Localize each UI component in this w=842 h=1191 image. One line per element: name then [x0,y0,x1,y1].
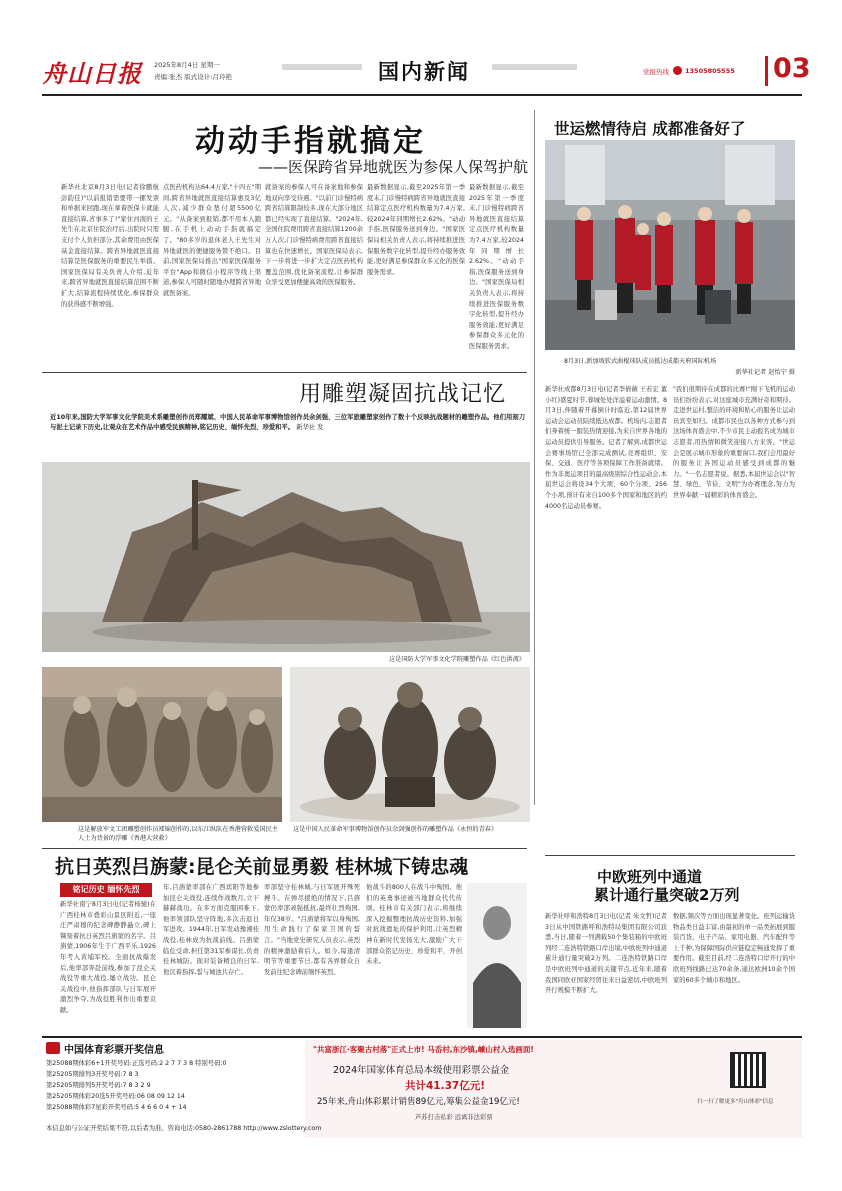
sculpture-photo-3 [290,667,530,822]
article1-col1-text: 新华社北京8月3日电(记者徐鹏航 彭韵佳)"以前报销需要带一摞发票和单据来回跑,现在拿着医保卡就能直接结算,省事多了!"家住河南的王先生在北京住院治疗后,出院时只需支付个人负担部分,其余费用由医保基金直接结算。跨省异地就医直接结算是医保服务的重要民生举措。国家医保局有关负责人介绍,近年来,跨省异地就医直接结算范围不断扩大,结算流程持续优化,参保群众的获得感不断增强。 [61,184,159,308]
worldgames-caption: 8月3日,新加坡软式曲棍球队成员抵达成都天府国际机场 [564,358,717,365]
article3-tag-text: 铭记历史 缅怀先烈 [72,885,140,894]
page-number: 03 [773,53,811,84]
article4-col2-text: 数据,频次等方面出现显著变化。班列运输货物品类日益丰富,由最初的单一品类拓展到服装百货、电子产品、家用电器、汽车配件等上千种,为保障国际供应链稳定畅通发挥了重要作用。截至目前,经二连浩特口岸开行的中欧班列线路已达70余条,通达欧洲10余个国家的60多个城市和地区。 [673,913,795,984]
worldgames-photo [545,140,795,350]
sculpture-photo-2-svg [42,667,282,822]
article2-top-rule [42,372,527,373]
article3-portrait [467,883,527,1028]
article3-col3 [264,883,360,1028]
article4-headline-1: 中欧班列中通道 [597,868,703,886]
section-bar-right [492,64,577,70]
article3-col4-text: 他战斗的800人在战斗中殉国。他们的英勇事迹被当地群众代代传颂。桂林市有关部门表示,将继续深入挖掘整理抗战历史资料,加强对抗战遗址的保护利用,让英烈精神在新时代发扬光大,激励广大干部群众铭记历史、珍爱和平、开创未来。 [366,884,462,966]
sculpture-photo-3-svg [290,667,530,822]
bottom-rule [42,1036,802,1038]
article1-col3-text: 就备案的参保人可在备案地和参保地双向享受待遇。"以前门诊慢特病跨省结算限制较多,现在大部分地区都已经实现了直接结算。"2024年,全国住院费用跨省直接结算1200余万人次,门诊慢特病费用跨省直接结算也在快速增长。国家医保局表示,下一步将进一步扩大定点医药机构覆盖范围,优化备案流程,让参保群众享受更加便捷高效的医保服务。 [265,184,363,287]
article2-lead-credit: 新华社 发 [296,424,324,431]
lottery-line-2: 第25205期排列3开奖号码:7 8 3 [46,1071,139,1078]
article1-col4-text: 最新数据显示,截至2025年第一季度末,门诊慢特病跨省异地就医直接结算定点医疗机构数量为7.4万家,较2024年同期增长2.62%。"动动手指,医保服务送到身边。"国家医保局相关负责人表示,将持续推进医保服务数字化转型,提升经办服务效能,更好满足参保群众多元化的医保服务需求。 [367,184,465,276]
article1-col2 [163,183,261,365]
ad-line-1: 2024年国家体育总局本级使用彩票公益金 [333,1065,510,1076]
article3-tag [60,883,152,897]
lottery-title: 中国体育彩票开奖信息 [64,1045,164,1056]
article3-top-rule [42,848,527,849]
article3-col3-text: 率部坚守桂林城,与日军展开殊死搏斗。在弹尽援绝的情况下,吕旃蒙仍率部顽强抵抗,最终壮烈殉国,年仅38岁。"吕旃蒙将军以身殉国,用生命践行了保家卫国的誓言。"当地党史研究人员表示,英烈的精神激励着后人。如今,每逢清明节等重要节日,都有各界群众自发前往纪念碑前缅怀英烈。 [264,884,360,976]
lottery-line-5: 第25088期体彩7星彩开奖号码:5 4 6 6 0 4 + 14 [46,1104,187,1111]
article1-col5-text: 最新数据显示,截至2025年第一季度末,门诊慢特病跨省异地就医直接结算定点医疗机构数量为7.4万家,较2024年同期增长2.62%。"动动手指,医保服务送到身边。"国家医保局相关负责人表示,将持续推进医保服务数字化转型,提升经办服务效能,更好满足参保群众多元化的医保服务需求。 [469,184,524,350]
article2-lead [50,413,525,463]
article4-col2 [673,912,795,1030]
lottery-line-3: 第25205期排列5开奖号码:7 8 3 2 9 [46,1082,151,1089]
hotline-number: 13505805555 [685,67,735,75]
worldgames-credit: 新华社记者 赵怡宁 摄 [735,369,795,376]
article3-col2 [163,883,259,1028]
article3-headline: 抗日英烈吕旃蒙:昆仑关前显勇毅 桂林城下铸忠魂 [55,856,469,878]
worldgames-col2 [673,385,795,803]
sculpture-photo-1-svg [42,462,530,652]
page-number-divider [765,56,768,86]
worldgames-col1-text: 新华社成都8月3日电(记者李倩薇 王若宏 董小红)盛夏时节,蓉城处处洋溢着运动激情。8月3日,伴随着开幕倒计时临近,第12届世界运动会运动员陆续抵达成都。机场内,志愿者们身着统一服装热情迎接,为来自世界各地的运动员提供引导服务。记者了解到,成都世运会赛事场馆已全部完成测试,竞赛组织、安保、交通、医疗等各项保障工作准备就绪。作为非奥运项目的最高级别综合性运动会,本届世运会将设34个大项、60个分项、256个小项,预计有来自100多个国家和地区的约4000名运动员参赛。 [545,386,667,510]
section-title: 国内新闻 [378,60,470,84]
worldgames-headline: 世运燃情待启 成都准备好了 [554,120,746,138]
worldgames-photo-svg [545,140,795,350]
ad-slogan: "共富浙江·客聚古村落"正式上市! 马岙村,东沙镇,嵊山村入选画面! [313,1045,534,1054]
article3-col1 [60,900,156,1028]
article1-col2-text: 点医药机构达64.4万家,"十四五"期间,跨省异地就医直接结算惠及3亿人次,减少群众垫付超5500亿元。"从备案到报销,都不用本人跑腿,在手机上动动手指就搞定了。"80多岁的退休老人王先生对异地就医的便捷服务赞不绝口。目前,国家医保局推出"国家医保服务平台"App和微信小程序等线上渠道,参保人可随时随地办理跨省异地就医备案。 [163,184,261,297]
article4-top-rule [545,855,795,856]
sculpture-photo-3-caption: 这是中国人民革命军事博物馆创作员余剑强创作的雕塑作品《永恒的青春》 [293,826,498,833]
masthead-logo: 舟山日报 [42,59,142,88]
article3-portrait-svg [467,883,527,1028]
lottery-ad [305,1040,802,1138]
article1-col3 [265,183,363,365]
sculpture-photo-1-caption: 这是国防大学军事文化学院雕塑作品《红色洪流》 [388,656,525,663]
qr-code-icon [730,1052,766,1088]
hotline-label: 党报热线 [643,68,669,76]
lottery-logo-icon [46,1042,60,1054]
article2-lead-text: 近10年来,国防大学军事文化学院美术系雕塑创作员郑耀斌、中国人民革命军事博物馆创作员余剑强、三位军旅雕塑家创作了数十个反映抗战题材的雕塑作品。他们用刻刀与泥土记录下历史,让观众在艺术作品中感受民族精神,铭记历史、缅怀先烈、珍爱和平。 [50,414,525,431]
article2-headline: 用雕塑凝固抗战记忆 [299,382,507,407]
ad-line-2: 共计41.37亿元! [405,1080,486,1092]
article1-subheadline: ——医保跨省异地就医为参保人保驾护航 [258,158,529,176]
worldgames-col2-text: "我们很期待在成都的比赛!"刚下飞机的运动员们纷纷表示,对这座城市充满好奇和期待。走进世运村,整洁的环境和贴心的服务让运动员宾至如归。成都市民也以各种方式参与到这场体育盛会中,不少市民主动报名成为城市志愿者,用热情和微笑迎接八方来客。"世运会是展示城市形象的重要窗口,我们会用最好的服务让各国运动员感受到成都的魅力。"一名志愿者说。据悉,本届世运会以"智慧、绿色、节俭、文明"为办赛理念,努力为世界奉献一届精彩的体育盛会。 [673,386,795,499]
worldgames-col1 [545,385,667,803]
masthead-date: 2025年8月4日 星期一 [154,61,220,69]
article3-col2-text: 年,吕旃蒙率部在广西宾阳等地参加昆仑关战役,连续作战数月,立下赫赫战功。在多方面克服困难下,他率领部队坚守阵地,多次击退日军进攻。1944年,日军发动豫湘桂战役,桂林成为抗战前线。吕旃蒙临危受命,担任第31军参谋长,负责桂林城防。面对装备精良的日军,他沉着指挥,誓与城池共存亡。 [163,884,259,976]
lottery-line-1: 第25088期体彩6+1开奖号码:正选号码:2 2 7 7 3 8 特别号码:0 [46,1060,227,1067]
sculpture-photo-1 [42,462,530,652]
lottery-footer: 本信息如与公证开奖结果不符,以后者为准。咨询电话:0580-2861788 http://www.zslottery.com [46,1125,322,1132]
column-divider [534,110,535,805]
article1-col5 [469,183,524,365]
article4-headline-2: 累计通行量突破2万列 [594,886,740,904]
masthead-rule [42,94,802,96]
sculpture-photo-2 [42,667,282,822]
article3-col4 [366,883,462,1028]
article1-col1 [61,183,159,365]
article3-col1-text: 新华社南宁8月3日电(记者杨驰)在广西桂林市叠彩山景区附近,一座庄严肃穆的纪念碑静静矗立,碑上镌刻着抗日英烈吕旃蒙的名字。吕旃蒙,1906年生于广西平乐,1926年考入黄埔军校。全面抗战爆发后,他率部奔赴前线,参加了昆仑关战役等重大战役,屡立战功。昆仑关战役中,他指挥部队与日军展开激烈争夺,为战役胜利作出重要贡献。 [60,901,156,1014]
article1-col4 [367,183,465,365]
phone-icon [673,66,682,75]
article1-headline: 动动手指就搞定 [195,124,426,159]
article4-col1 [545,912,667,1030]
article4-col1-text: 新华社呼和浩特8月3日电(记者 朱文哲)记者3日从中国铁路呼和浩特局集团有限公司获悉,当日,随着一列满载50个集装箱的中欧班列经二连浩特铁路口岸出境,中欧班列中通道累计通行量突破2万列。二连浩特铁路口岸是中欧班列中通道的关键节点,近年来,随着我国同欧亚国家经贸往来日益密切,中欧班列开行规模不断扩大。 [545,913,667,995]
sculpture-photo-2-caption: 这是解放军文工团雕塑创作员郑锦创作的,以东江纵队在香港营救爱国民主人士为背景的浮雕《香港大营救》 [78,826,278,842]
ad-line-3: 25年来,舟山体彩累计销售89亿元,筹集公益金19亿元! [317,1097,520,1107]
ad-sub: 芦苏打击私彩 远离非法彩票 [415,1114,493,1121]
qr-caption: 扫一扫了解更多"舟山体彩"信息 [697,1099,774,1105]
masthead [42,50,811,92]
section-bar-left [282,64,362,70]
lottery-line-4: 第25205期体彩20选5开奖号码:06 08 09 12 14 [46,1093,185,1100]
masthead-editors: 责编:张杰 版式设计:吕玲艳 [154,73,232,81]
